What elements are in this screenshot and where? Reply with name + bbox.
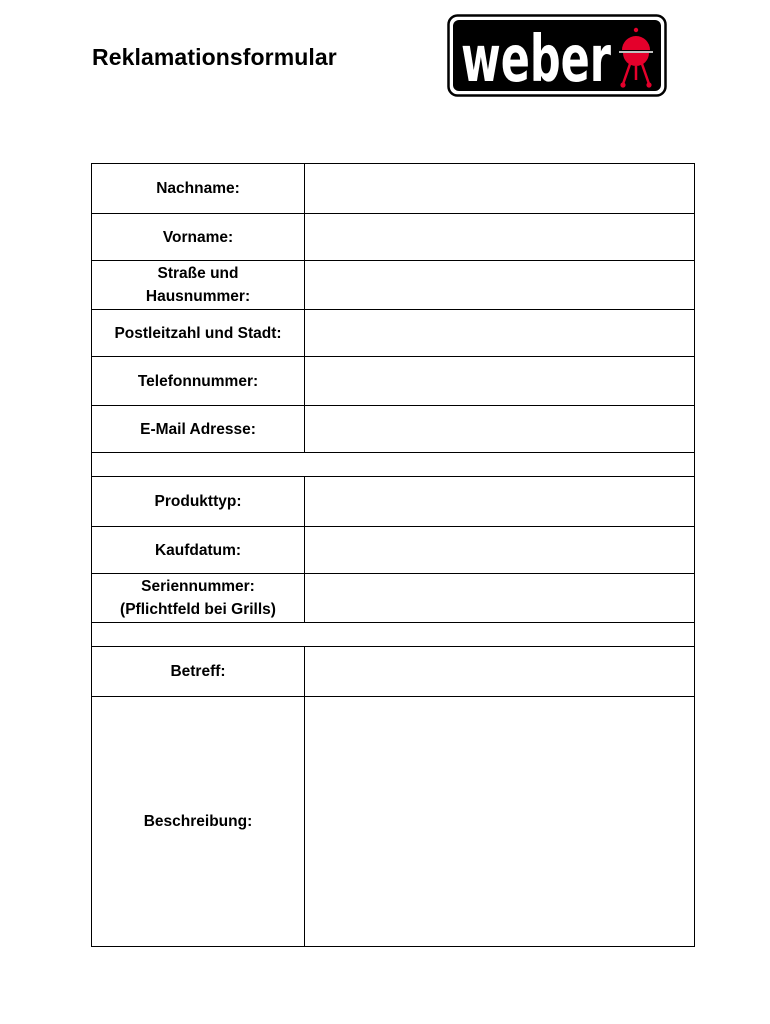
field-email[interactable] bbox=[305, 406, 695, 453]
form-row-vorname bbox=[92, 214, 695, 261]
form-row-email bbox=[92, 406, 695, 453]
field-strasse[interactable] bbox=[305, 261, 695, 310]
spacer-cell bbox=[92, 453, 695, 477]
form-spacer-row bbox=[92, 623, 695, 647]
label-beschreibung: Beschreibung: bbox=[92, 697, 305, 947]
form-row-plz-stadt bbox=[92, 310, 695, 357]
weber-logo-graphic bbox=[447, 14, 667, 97]
form-row-telefon bbox=[92, 357, 695, 406]
label-produkttyp: Produkttyp: bbox=[92, 477, 305, 527]
weber-logo bbox=[447, 14, 667, 97]
form-row-seriennummer bbox=[92, 574, 695, 623]
weber-logo-wordmark: weber bbox=[461, 23, 612, 97]
field-produkttyp[interactable] bbox=[305, 477, 695, 527]
field-kaufdatum[interactable] bbox=[305, 527, 695, 574]
label-strasse-line1: Straße und bbox=[157, 265, 239, 282]
field-nachname[interactable] bbox=[305, 164, 695, 214]
label-seriennummer-line2: (Pflichtfeld bei Grills) bbox=[120, 601, 276, 618]
page-title: Reklamationsformular bbox=[92, 44, 337, 70]
field-betreff[interactable] bbox=[305, 647, 695, 697]
field-seriennummer[interactable] bbox=[305, 574, 695, 623]
form-row-strasse bbox=[92, 261, 695, 310]
form-spacer-row bbox=[92, 453, 695, 477]
field-telefon[interactable] bbox=[305, 357, 695, 406]
field-beschreibung[interactable] bbox=[305, 697, 695, 947]
form-row-betreff bbox=[92, 647, 695, 697]
label-telefon: Telefonnummer: bbox=[92, 357, 305, 406]
field-plz-stadt[interactable] bbox=[305, 310, 695, 357]
label-plz-stadt: Postleitzahl und Stadt: bbox=[92, 310, 305, 357]
label-seriennummer-line1: Seriennummer: bbox=[141, 578, 255, 595]
label-vorname: Vorname: bbox=[92, 214, 305, 261]
form-row-kaufdatum bbox=[92, 527, 695, 574]
label-betreff: Betreff: bbox=[92, 647, 305, 697]
complaint-form-table bbox=[91, 163, 695, 947]
label-strasse-line2: Hausnummer: bbox=[145, 288, 251, 305]
field-vorname[interactable] bbox=[305, 214, 695, 261]
label-kaufdatum: Kaufdatum: bbox=[92, 527, 305, 574]
label-seriennummer bbox=[92, 574, 305, 623]
form-row-produkttyp bbox=[92, 477, 695, 527]
label-strasse bbox=[92, 261, 305, 310]
form-row-beschreibung bbox=[92, 697, 695, 947]
form-row-nachname bbox=[92, 164, 695, 214]
label-nachname: Nachname: bbox=[92, 164, 305, 214]
label-email: E-Mail Adresse: bbox=[92, 406, 305, 453]
spacer-cell bbox=[92, 623, 695, 647]
